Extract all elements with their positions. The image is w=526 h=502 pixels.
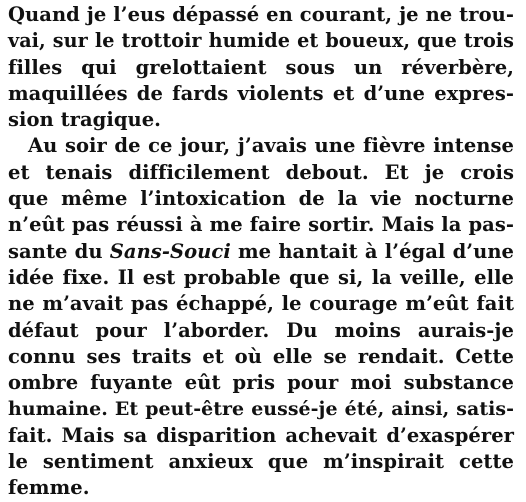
text-line: et tenais difficilement debout. Et je crois	[8, 160, 514, 184]
text-line: Au soir de ce jour, j’avais une fièvre intense	[28, 134, 514, 158]
italic-title: Sans-Souci	[109, 239, 231, 263]
text-line: n’eût pas réussi à me faire sortir. Mais la pas-	[8, 213, 514, 237]
text-line: Quand je l’eus dépassé en courant, je ne trou-	[8, 3, 514, 26]
text-line: que même l’intoxication de la vie nocturne	[8, 187, 514, 211]
text-line: ombre fuyante eût pris pour moi substance	[8, 371, 514, 395]
text-line: maquillées de fards violents et d’une expres-	[8, 81, 514, 105]
text-run: me hantait à l’égal d’une	[230, 239, 514, 263]
text-line: connu ses traits et où elle se rendait. Cette	[8, 344, 514, 368]
text-line: ne m’avait pas échappé, le courage m’eût fait	[8, 292, 514, 316]
text-run: sante du	[8, 239, 110, 263]
text-line: idée fixe. Il est probable que si, la veille, elle	[8, 265, 514, 289]
text-line: filles qui grelottaient sous un réverbère,	[8, 55, 514, 79]
body-text	[8, 2, 514, 502]
text-line: le sentiment anxieux que m’inspirait cette	[8, 450, 514, 474]
text-line	[8, 239, 514, 265]
text-line: défaut pour l’aborder. Du moins aurais-je	[8, 318, 514, 342]
text-line: femme.	[8, 476, 90, 500]
text-line: fait. Mais sa disparition achevait d’exaspérer	[8, 423, 514, 447]
text-line: humaine. Et peut-être eussé-je été, ainsi, satis-	[8, 398, 514, 421]
text-line: vai, sur le trottoir humide et boueux, que trois	[8, 29, 514, 53]
text-line: sion tragique.	[8, 108, 162, 132]
